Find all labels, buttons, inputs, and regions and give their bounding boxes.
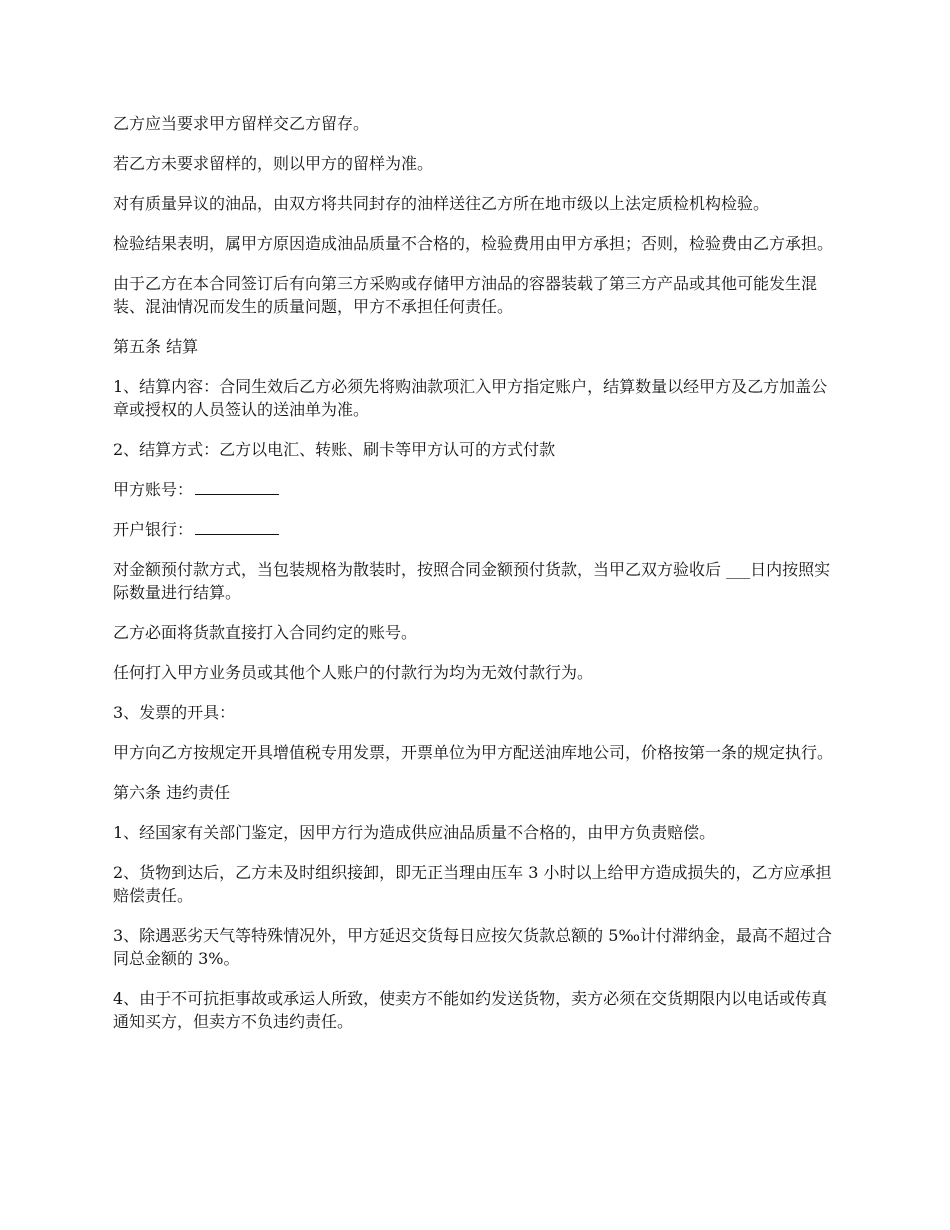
section-heading-breach: 第六条 违约责任 [113, 783, 231, 802]
paragraph-invalid-payment: 任何打入甲方业务员或其他个人账户的付款行为均为无效付款行为。 [113, 663, 594, 682]
field-account-number [113, 478, 840, 501]
account-number-blank [195, 480, 279, 495]
paragraph-settlement-content: 1、结算内容：合同生效后乙方必须先将购油款项汇入甲方指定账户，结算数量以经甲方及乙方加盖公章或授权的人员签认的送油单为准。 [113, 377, 828, 419]
paragraph-payment-account: 乙方必面将货款直接打入合同约定的账号。 [113, 623, 418, 642]
bank-blank [195, 520, 279, 535]
document-page [113, 112, 840, 1050]
paragraph-breach-3: 3、除遇恶劣天气等特殊情况外，甲方延迟交货每日应按欠货款总额的 5‰计付滞纳金，最高不超过合同总金额的 3%。 [113, 926, 832, 968]
paragraph-settlement-method: 2、结算方式：乙方以电汇、转账、刷卡等甲方认可的方式付款 [113, 440, 556, 459]
paragraph-prepayment: 对金额预付款方式，当包装规格为散装时，按照合同金额预付货款，当甲乙双方验收后 ___日内按照实际数量进行结算。 [113, 560, 831, 602]
paragraph-sample-default: 若乙方未要求留样的，则以甲方的留样为准。 [113, 154, 434, 173]
paragraph-third-party-liability: 由于乙方在本合同签订后有向第三方采购或存储甲方油品的容器装载了第三方产品或其他可能发生混装、混油情况而发生的质量问题，甲方不承担任何责任。 [113, 274, 818, 316]
paragraph-inspection-fee: 检验结果表明，属甲方原因造成油品质量不合格的，检验费用由甲方承担；否则，检验费由乙方承担。 [113, 234, 834, 253]
paragraph-breach-4: 4、由于不可抗拒事故或承运人所致，使卖方不能如约发送货物，卖方必须在交货期限内以电话或传真通知买方，但卖方不负违约责任。 [113, 989, 828, 1031]
paragraph-sample-retention: 乙方应当要求甲方留样交乙方留存。 [113, 114, 370, 133]
paragraph-invoice-heading: 3、发票的开具： [113, 703, 236, 722]
field-account-number-label: 甲方账号： [113, 480, 194, 499]
paragraph-breach-2: 2、货物到达后，乙方未及时组织接卸，即无正当理由压车 3 小时以上给甲方造成损失的，乙方应承担赔偿责任。 [113, 863, 832, 905]
section-heading-settlement: 第五条 结算 [113, 337, 199, 356]
paragraph-breach-1: 1、经国家有关部门鉴定，因甲方行为造成供应油品质量不合格的，由甲方负责赔偿。 [113, 823, 716, 842]
field-bank [113, 518, 840, 541]
paragraph-invoice-issuance: 甲方向乙方按规定开具增值税专用发票，开票单位为甲方配送油库地公司，价格按第一条的规定执行。 [113, 743, 834, 762]
paragraph-quality-dispute: 对有质量异议的油品，由双方将共同封存的油样送往乙方所在地市级以上法定质检机构检验。 [113, 194, 770, 213]
field-bank-label: 开户银行： [113, 520, 194, 539]
